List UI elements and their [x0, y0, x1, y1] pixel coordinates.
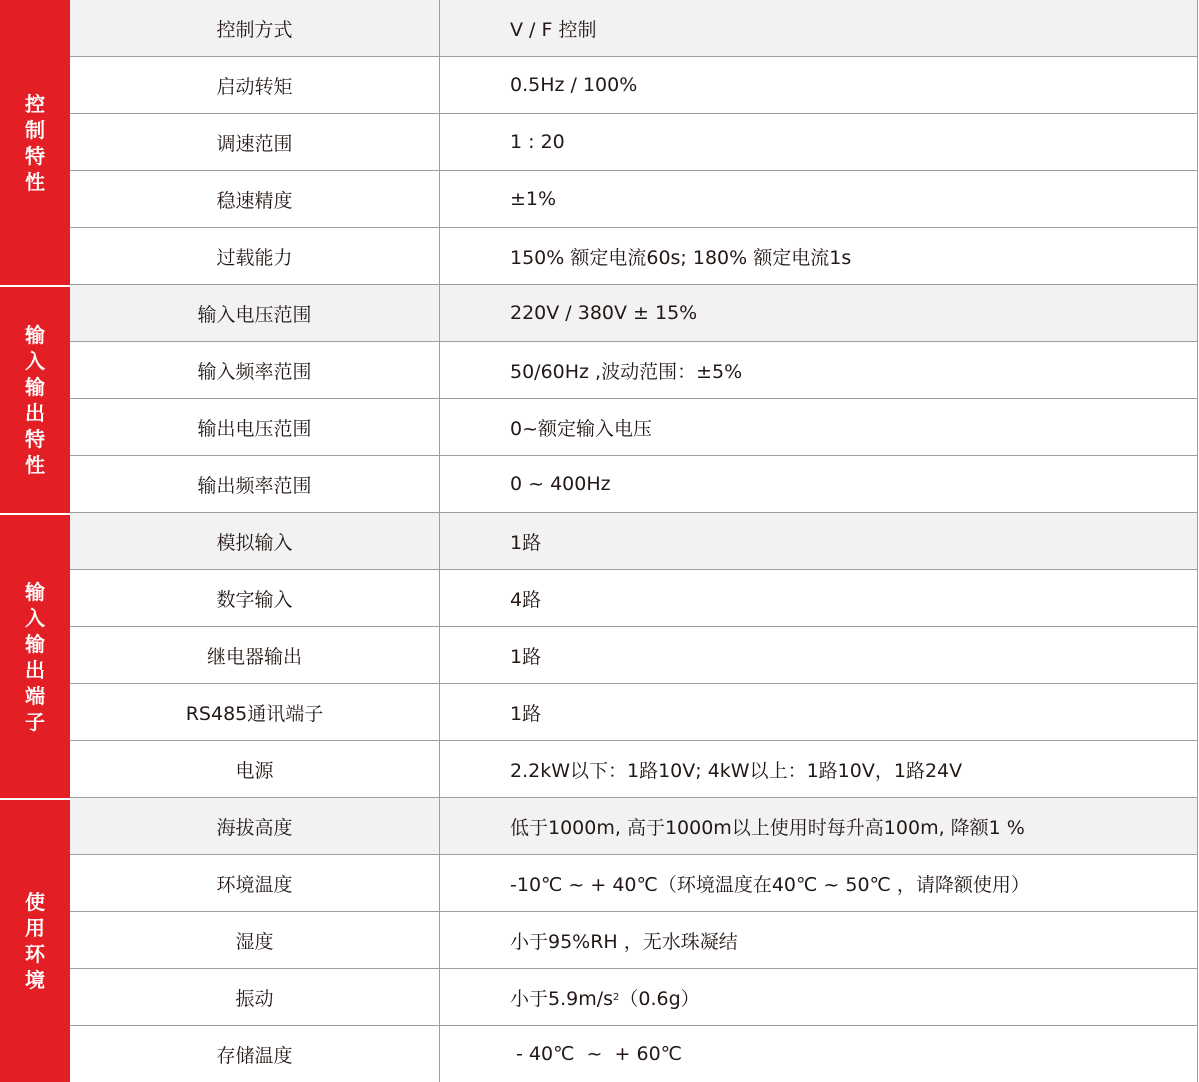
param-name: 湿度: [70, 912, 440, 968]
param-value: [440, 969, 1198, 1025]
table-row: [70, 855, 1198, 912]
table-row: [70, 570, 1198, 627]
table-row: [70, 285, 1198, 342]
value-superscript: 2: [613, 991, 620, 1003]
param-value: 220V / 380V ± 15%: [510, 302, 698, 324]
section-label: 输入输出特性: [0, 285, 70, 513]
table-row: [70, 627, 1198, 684]
param-value: V / F 控制: [510, 18, 597, 41]
section-label: 使用环境: [0, 798, 70, 1082]
param-value: 0~额定输入电压: [510, 417, 653, 440]
table-row: [70, 456, 1198, 513]
value-main: 小于5.9m/s: [510, 987, 614, 1010]
param-value: 1 : 20: [510, 131, 565, 153]
section-control: [0, 0, 1199, 285]
section-label: 输入输出端子: [0, 513, 70, 798]
param-value: 1路: [510, 645, 542, 668]
param-name: 稳速精度: [70, 171, 440, 227]
param-value: 小于95%RH ，无水珠凝结: [510, 930, 738, 953]
param-name: 模拟输入: [70, 513, 440, 569]
table-row: [70, 399, 1198, 456]
param-name: 环境温度: [70, 855, 440, 911]
param-value: 0.5Hz / 100%: [510, 74, 638, 96]
param-value: 1路: [510, 702, 542, 725]
param-value: ±1%: [510, 188, 557, 210]
param-name: 数字输入: [70, 570, 440, 626]
param-name: 调速范围: [70, 114, 440, 170]
param-value: 50/60Hz ,波动范围：±5%: [510, 360, 743, 383]
param-value: 150% 额定电流60s; 180% 额定电流1s: [510, 246, 852, 269]
table-row: [70, 171, 1198, 228]
param-value: 低于1000m, 高于1000m以上使用时每升高100m, 降额1 %: [510, 816, 1025, 839]
param-name: 输入频率范围: [70, 342, 440, 398]
param-name: 电源: [70, 741, 440, 797]
param-name: 控制方式: [70, 0, 440, 56]
section-environment: [0, 798, 1199, 1082]
param-value: 2.2kW以下：1路10V; 4kW以上：1路10V，1路24V: [510, 759, 963, 782]
param-name: 输出频率范围: [70, 456, 440, 512]
param-name: RS485通讯端子: [70, 684, 440, 740]
param-name: 输入电压范围: [70, 285, 440, 341]
section-io-terminals: [0, 513, 1199, 798]
section-io-characteristics: [0, 285, 1199, 513]
param-value: -10℃ ~ + 40℃（环境温度在40℃ ~ 50℃ ，请降额使用）: [510, 873, 1030, 896]
value-tail: （0.6g）: [619, 987, 700, 1010]
table-row: [70, 969, 1198, 1026]
table-row: [70, 57, 1198, 114]
table-row: [70, 1026, 1198, 1082]
table-row: [70, 0, 1198, 57]
param-name: 海拔高度: [70, 798, 440, 854]
param-name: 存储温度: [70, 1026, 440, 1082]
param-name: 过载能力: [70, 228, 440, 284]
param-name: 启动转矩: [70, 57, 440, 113]
param-value: 0 ~ 400Hz: [510, 473, 611, 495]
param-name: 输出电压范围: [70, 399, 440, 455]
param-value: 4路: [510, 588, 542, 611]
table-row: [70, 798, 1198, 855]
param-value: - 40℃ ~ + 60℃: [510, 1043, 683, 1065]
param-value: 1路: [510, 531, 542, 554]
section-label: 控制特性: [0, 0, 70, 285]
table-row: [70, 741, 1198, 798]
table-row: [70, 513, 1198, 570]
table-row: [70, 114, 1198, 171]
table-row: [70, 342, 1198, 399]
param-name: 继电器输出: [70, 627, 440, 683]
table-right-border: [1197, 0, 1198, 1082]
table-row: [70, 912, 1198, 969]
table-row: [70, 228, 1198, 285]
table-row: [70, 684, 1198, 741]
param-name: 振动: [70, 969, 440, 1025]
